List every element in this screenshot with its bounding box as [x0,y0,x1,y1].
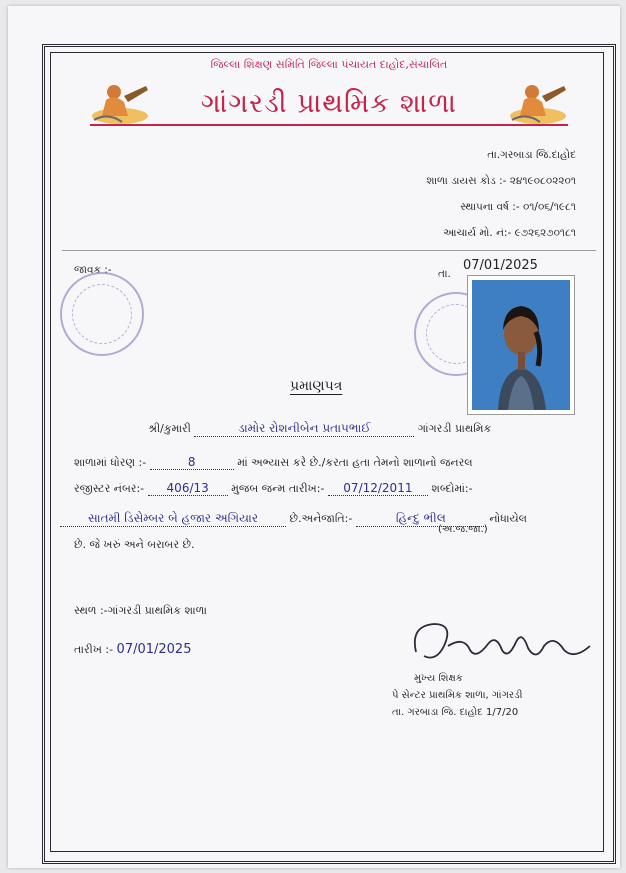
birth-date-words: સાતમી ડિસેમ્બર બે હજાર અગિયાર [60,511,286,527]
certificate-line-2 [74,455,473,470]
footer-date-value: 07/01/2025 [116,642,192,657]
place-line: સ્થળ :-ગાંગરડી પ્રાથમિક શાળા [74,604,207,617]
principal-signature [404,616,604,672]
standard-value: 8 [150,455,234,470]
in-words-label: શબ્દોમાં:- [431,482,473,495]
signatory-title: મુખ્ય શિક્ષક [414,673,463,684]
caste-note: (અ.જ.જા.) [438,524,488,535]
taluka-district: તા.ગરબાડા જિ.દાહોદ [487,149,576,161]
title-rule [90,124,568,126]
line4-suffix: નોધાયેલ [489,512,527,525]
birth-date: 07/12/2011 [328,481,428,496]
line1-suffix: ગાંગરડી પ્રાથમિક [417,422,492,435]
committee-line: જિલ્લા શિક્ષણ સમિતિ જિલ્લા પંચાયત દાહોદ,સંચાલિત [210,58,448,71]
signatory-place: તા. ગરબાડા જિ. દાહોદ 1/7/20 [392,707,519,718]
principal-mobile: આચાર્ય મો. નં:- ૯૭૨૬૨૭૦૧૮૧ [443,227,576,239]
signatory-school: પે સેન્ટર પ્રાથમિક શાળા, ગાંગરડી [392,690,523,701]
signature-block [392,670,522,721]
certificate-line-3 [74,481,473,496]
saraswati-logo-right [506,76,570,128]
register-number: 406/13 [148,481,228,496]
standard-label: શાળામાં ધોરણ :- [74,456,147,469]
caste-value: હિન્દુ ભીલ [356,511,486,527]
established-year: સ્થાપના વર્ષ :- ૦૧/૦૬/૧૯૮૧ [460,201,576,213]
certificate-line-1 [148,421,491,437]
saraswati-logo-left [88,76,152,128]
student-photo [467,275,575,415]
certificate-line-5: છે. જે ખરું અને બરાબર છે. [74,538,195,551]
register-label: રજીસ્ટર નંબર:- [74,482,145,495]
caste-label: છે.અનેજાતિ:- [289,512,353,525]
title-prefix: શ્રી/કુમારી [148,422,191,435]
school-stamp-left [60,272,144,356]
date-value: 07/01/2025 [463,258,538,273]
letterhead [62,54,596,251]
footer-date-label: તારીખ :- [74,643,114,656]
footer-date-line [74,642,191,657]
school-info [426,142,576,246]
line2-suffix: માં અભ્યાસ કરે છે./કરતા હતા તેમનો શાળાનો જનરલ [237,456,473,469]
certificate-heading: પ્રમાણપત્ર [290,378,343,394]
school-title: ગાંગરડી પ્રાથમિક શાળા [201,88,457,119]
date-label: તા. [438,268,451,280]
outward-label: જાવક :- [74,264,112,276]
dise-code: શાળા ડાયસ કોડ :- ૨૪૧૯૦૮૦૨૨૦૧ [426,175,576,187]
birth-date-label: મુજબ જન્મ તારીખ:- [231,482,325,495]
student-name: ડામોર રોશનીબેન પ્રતાપભાઈ [194,421,414,437]
